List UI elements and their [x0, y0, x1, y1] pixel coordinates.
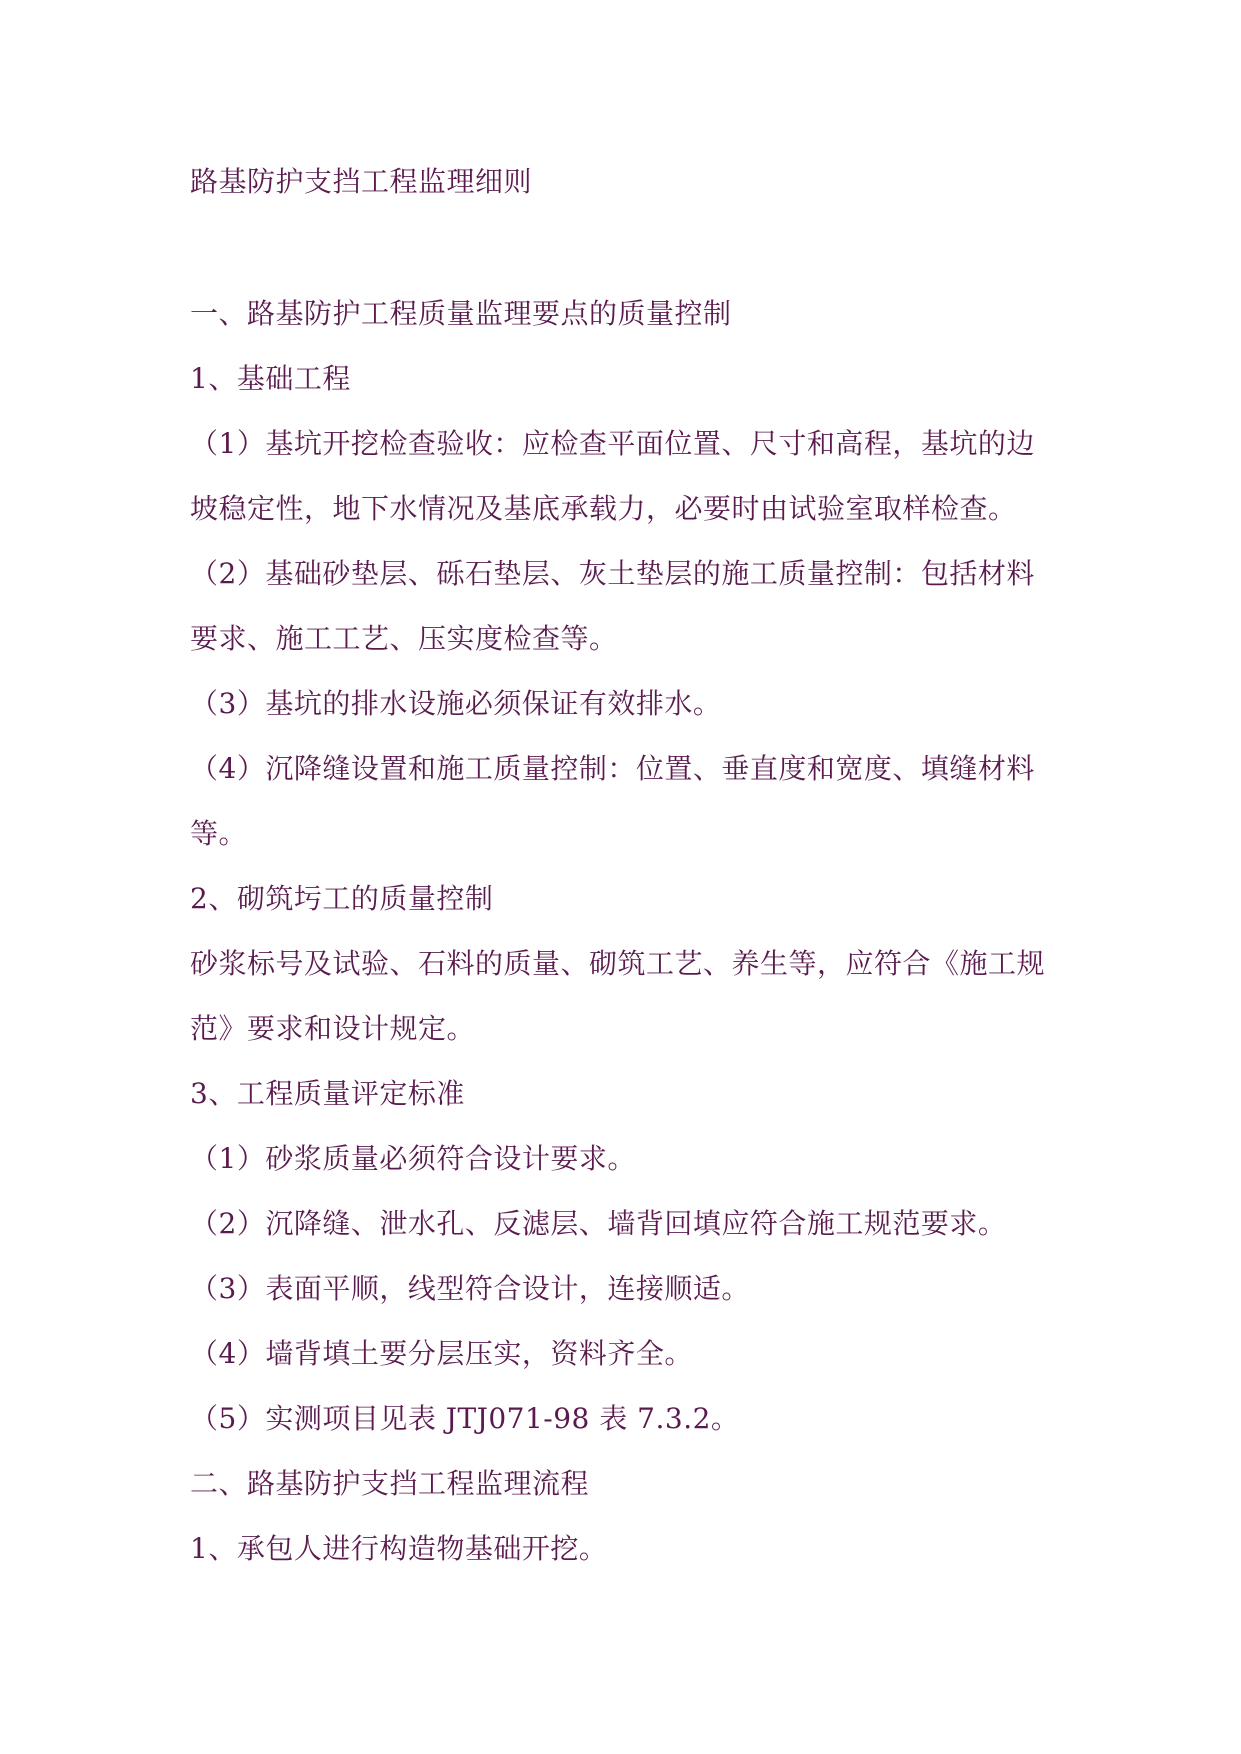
paragraph-line: 坡稳定性，地下水情况及基底承载力，必要时由试验室取样检查。	[190, 492, 1017, 525]
paragraph-line: （5）实测项目见表 JTJ071-98 表 7.3.2。	[190, 1402, 740, 1435]
paragraph-line: 要求、施工工艺、压实度检查等。	[190, 622, 618, 655]
paragraph-line: （3）基坑的排水设施必须保证有效排水。	[190, 687, 722, 720]
paragraph-line: 范》要求和设计规定。	[190, 1012, 476, 1045]
paragraph-line: （2）基础砂垫层、砾石垫层、灰土垫层的施工质量控制：包括材料	[190, 557, 1035, 590]
paragraph-line: （4）墙背填土要分层压实，资料齐全。	[190, 1337, 693, 1370]
section-heading-1: 一、路基防护工程质量监理要点的质量控制	[190, 297, 732, 330]
paragraph-line: （1）基坑开挖检查验收：应检查平面位置、尺寸和高程，基坑的边	[190, 427, 1035, 460]
paragraph-line: （4）沉降缝设置和施工质量控制：位置、垂直度和宽度、填缝材料	[190, 752, 1035, 785]
paragraph-line: 等。	[190, 817, 248, 850]
section-heading-2: 二、路基防护支挡工程监理流程	[190, 1467, 590, 1500]
subsection-heading-3: 3、工程质量评定标准	[190, 1077, 465, 1110]
subsection-heading-2: 2、砌筑圬工的质量控制	[190, 882, 494, 915]
paragraph-line: （1）砂浆质量必须符合设计要求。	[190, 1142, 636, 1175]
paragraph-line: （2）沉降缝、泄水孔、反滤层、墙背回填应符合施工规范要求。	[190, 1207, 1007, 1240]
document-title: 路基防护支挡工程监理细则	[190, 165, 533, 198]
paragraph-line: 砂浆标号及试验、石料的质量、砌筑工艺、养生等，应符合《施工规	[190, 947, 1046, 980]
paragraph-line: 1、承包人进行构造物基础开挖。	[190, 1532, 608, 1565]
paragraph-line: （3）表面平顺，线型符合设计，连接顺适。	[190, 1272, 750, 1305]
subsection-heading-1: 1、基础工程	[190, 362, 351, 395]
